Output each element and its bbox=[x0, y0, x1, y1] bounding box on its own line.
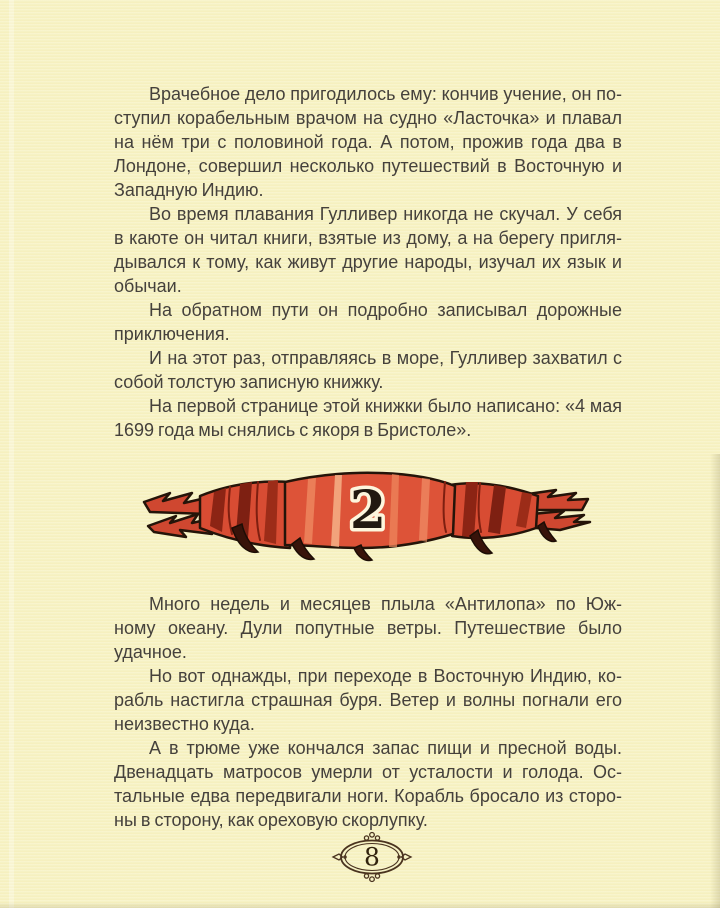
story-text-bottom bbox=[114, 592, 622, 832]
ribbon-illustration bbox=[140, 466, 592, 566]
chapter-banner bbox=[140, 466, 592, 566]
page-number-ornament bbox=[330, 830, 414, 884]
text-line: приключения. bbox=[114, 324, 230, 344]
text-line: на нём три с половиной года. А потом, прожив года два в bbox=[114, 132, 622, 152]
chapter-number: 2 bbox=[349, 480, 387, 541]
text-line: 1699 года мы снялись с якоря в Бристоле». bbox=[114, 420, 472, 440]
text-line: А в трюме уже кончался запас пищи и пресной воды. bbox=[149, 738, 622, 758]
text-line: Но вот однажды, при переходе в Восточную Индию, ко- bbox=[149, 666, 622, 686]
text-line: удачное. bbox=[114, 642, 187, 662]
text-line: обычаи. bbox=[114, 276, 182, 296]
text-line: Врачебное дело пригодилось ему: кончив учение, он по- bbox=[149, 84, 622, 104]
page-number-frame bbox=[330, 830, 414, 884]
text-line: И на этот раз, отправляясь в море, Гулливер захватил с bbox=[149, 348, 622, 368]
text-line: Лондоне, совершил несколько путешествий в Восточную и bbox=[114, 156, 622, 176]
page-gutter-highlight bbox=[9, 0, 14, 908]
page-number: 8 bbox=[364, 842, 380, 872]
text-line: тальные едва передвигали ноги. Корабль бросало из сторо- bbox=[114, 786, 622, 806]
text-line: ступил корабельным врачом на судно «Ласточка» и плавал bbox=[114, 108, 622, 128]
text-line: ны в сторону, как ореховую скорлупку. bbox=[114, 810, 428, 830]
text-line: в каюте он читал книги, взятые из дому, а на берегу пригля- bbox=[114, 228, 622, 248]
text-line: На обратном пути он подробно записывал дорожные bbox=[149, 300, 622, 320]
text-line: Двенадцать матросов умерли от усталости и голода. Ос- bbox=[114, 762, 622, 782]
text-line: неизвестно куда. bbox=[114, 714, 255, 734]
text-line: дывался к тому, как живут другие народы, изучал их язык и bbox=[114, 252, 622, 272]
text-line: ному океану. Дули попутные ветры. Путешествие было bbox=[114, 618, 622, 638]
text-line: Западную Индию. bbox=[114, 180, 264, 200]
text-line: Много недель и месяцев плыла «Антилопа» по Юж- bbox=[149, 594, 622, 614]
text-line: собой толстую записную книжку. bbox=[114, 372, 384, 392]
text-line: На первой странице этой книжки было написано: «4 мая bbox=[149, 396, 622, 416]
text-line: Во время плавания Гулливер никогда не скучал. У себя bbox=[149, 204, 622, 224]
text-line: рабль настигла страшная буря. Ветер и волны погнали его bbox=[114, 690, 622, 710]
page-edge-shadow-bottom bbox=[0, 902, 720, 908]
story-text-top bbox=[114, 82, 622, 442]
page-edge-shadow-right bbox=[710, 454, 720, 908]
